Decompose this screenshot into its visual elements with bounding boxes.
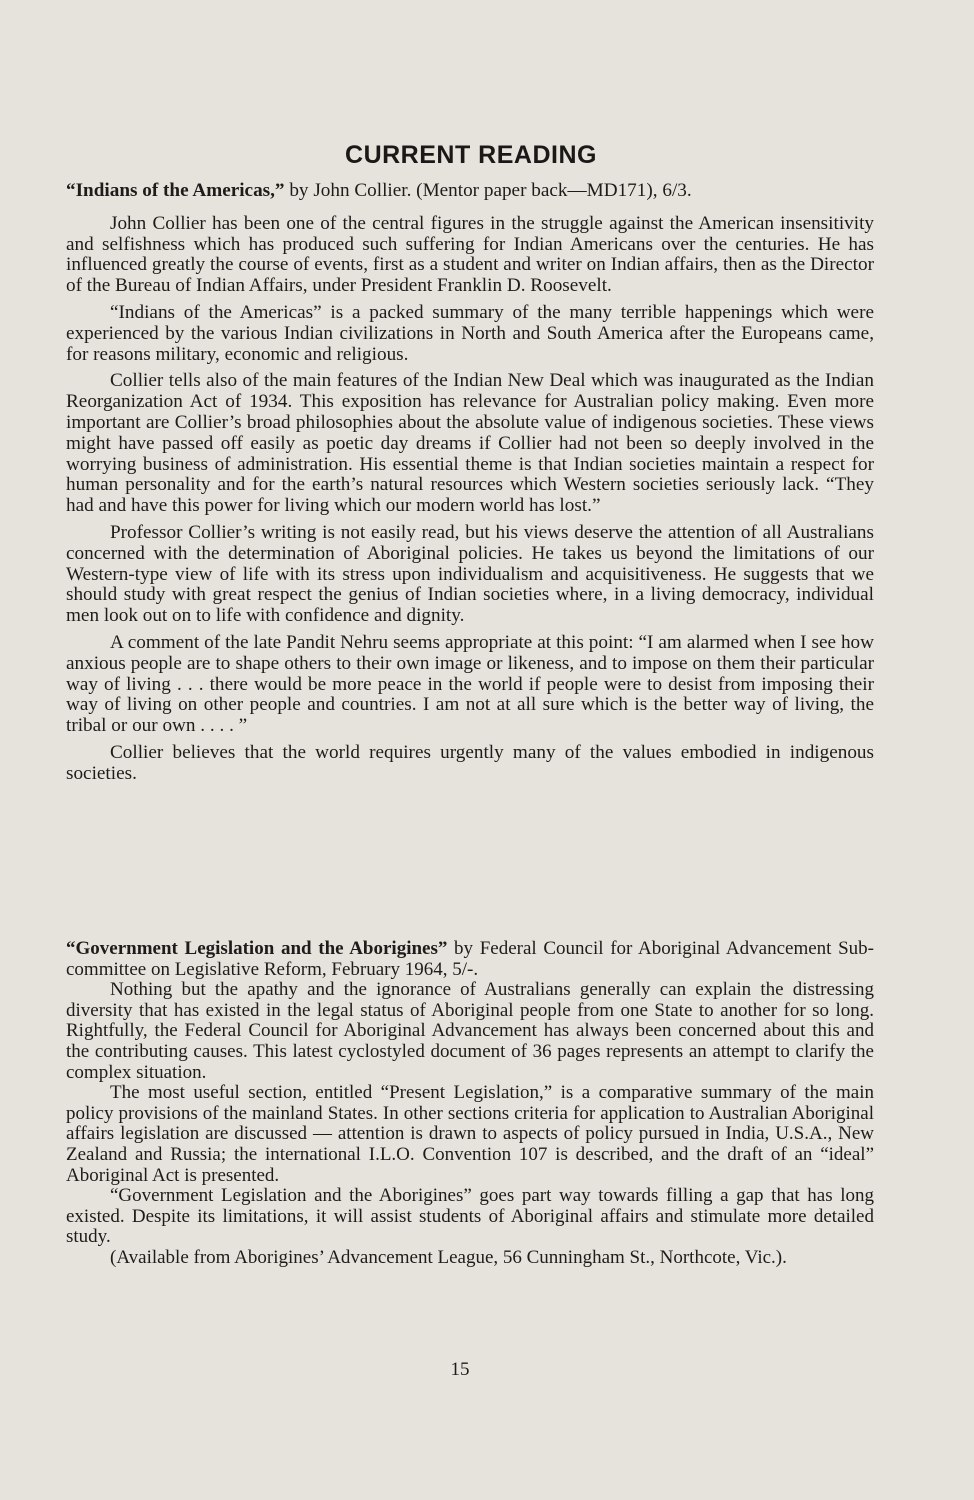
book-title: “Indians of the Americas,” bbox=[66, 180, 285, 201]
paragraph: Collier believes that the world requires urgently many of the values embodied in indigenous societies. bbox=[66, 741, 874, 784]
paragraph: The most useful section, entitled “Present Legislation,” is a comparative summary of the main policy provisions of the mainland States. In other sections criteria for application to Australian Aboriginal affairs legislation are discussed — attention is drawn to aspects of policy pursued in India, U.S.A., New Zealand and Russia; the international I.L.O. Convention 107 is described, and the draft of an “ideal” Aboriginal Act is presented. bbox=[66, 1082, 874, 1186]
paragraph: Collier tells also of the main features of the Indian New Deal which was inaugurated as the Indian Reorganization Act of 1934. This exposition has relevance for Australian policy making. Even more important are Collier’s broad philosophies about the absolute value of indigenous societies. These views might have passed off easily as poetic day dreams if Collier had not been so deeply involved in the worrying business of administration. His essential theme is that Indian societies maintain a respect for human personality and for the earth’s natural resources which Western societies seriously lack. “They had and have this power for living which our modern world has lost.” bbox=[66, 370, 874, 517]
paragraph: John Collier has been one of the central figures in the struggle against the American insensitivity and selfishness which has produced such suffering for Indian Americans over the centuries. He has influenced greatly the course of events, first as a student and writer on Indian affairs, then as the Director of the Bureau of Indian Affairs, under President Franklin D. Roosevelt. bbox=[66, 212, 874, 297]
paragraph: (Available from Aborigines’ Advancement League, 56 Cunningham St., Northcote, Vic.). bbox=[110, 1246, 787, 1268]
paragraph: Nothing but the apathy and the ignorance of Australians generally can explain the distressing diversity that has existed in the legal status of Aboriginal people from one State to another for so long. Rightfully, the Federal Council for Aboriginal Advancement has always been concerned about this and the contributing causes. This latest cyclostyled document of 36 pages represents an attempt to clarify the complex situation. bbox=[66, 979, 874, 1083]
page-number: 15 bbox=[450, 1359, 470, 1380]
paragraph: “Government Legislation and the Aborigines” goes part way towards filling a gap that has long existed. Despite its limitations, it will assist students of Aboriginal affairs and stimulate more detailed study. bbox=[66, 1185, 874, 1248]
review-legislation bbox=[66, 939, 874, 1269]
book-details: by John Collier. (Mentor paper back—MD171), 6/3. bbox=[284, 180, 692, 201]
paragraph: Professor Collier’s writing is not easily read, but his views deserve the attention of all Australians concerned with the determination of Aboriginal policies. He takes us beyond the limitations of our Western-type view of life with its stress upon individualism and acquisitiveness. He suggests that we should study with great respect the genius of Indian societies where, in a living democracy, individual men look out on to life with confidence and dignity. bbox=[66, 521, 874, 627]
document-details: by Federal Council for Aboriginal Advancement Sub-committee on Legislative Reform, February 1964, 5/-. bbox=[66, 938, 874, 980]
review-heading bbox=[66, 181, 874, 202]
document-title: “Government Legislation and the Aborigines” bbox=[66, 938, 448, 959]
review-collier bbox=[66, 181, 874, 785]
paragraph: A comment of the late Pandit Nehru seems appropriate at this point: “I am alarmed when I see how anxious people are to shape others to their own image or likeness, and to impose on them their particular way of living . . . there would be more peace in the world if people were to desist from imposing their way of living on other people and countries. I am not at all sure which is the better way of living, the tribal or our own . . . . ” bbox=[66, 631, 874, 737]
paragraph: “Indians of the Americas” is a packed summary of the many terrible happenings which were experienced by the various Indian civilizations in North and South America after the Europeans came, for reasons military, economic and religious. bbox=[66, 301, 874, 365]
page-title: CURRENT READING bbox=[345, 141, 597, 169]
review-heading bbox=[66, 939, 874, 980]
